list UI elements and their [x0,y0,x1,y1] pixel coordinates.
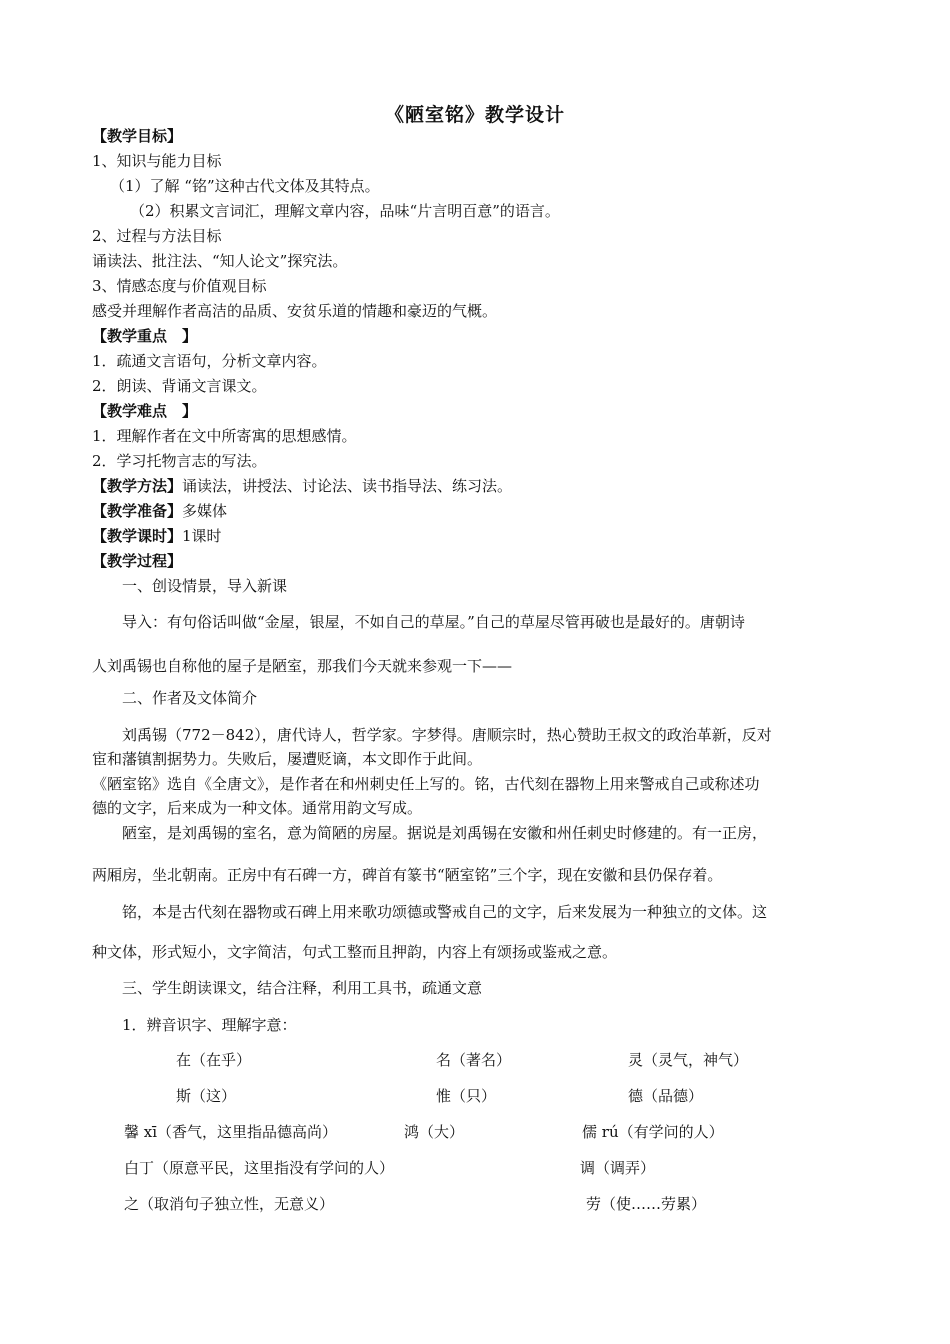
vocab-item: 德（品德） [628,1087,704,1105]
room-paragraph-line-2: 两厢房，坐北朝南。正房中有石碑一方，碑首有篆书“陋室铭”三个字，现在安徽和县仍保存着。 [92,866,723,884]
process-heading: 【教学过程】 [92,552,183,570]
genre-paragraph-line-1: 铭，本是古代刻在器物或石碑上用来歌功颂德或警戒自己的文字，后来发展为一种独立的文体。这 [122,903,768,921]
page-title: 《陋室铭》教学设计 [384,104,565,126]
difficulties-heading: 【教学难点 】 [92,402,198,420]
preparation-line [92,501,227,521]
objective-emotion-text: 感受并理解作者高洁的品质、安贫乐道的情趣和豪迈的气概。 [92,302,498,320]
methods-line [92,476,512,496]
objective-knowledge: 1、知识与能力目标 [92,152,222,170]
vocab-item: 斯（这） [176,1087,237,1105]
vocab-item: 名（著名） [436,1051,512,1069]
hours-heading: 【教学课时】 [92,527,183,545]
key-point-2: 2．朗读、背诵文言课文。 [92,377,267,395]
section-1-title: 一、创设情景，导入新课 [122,577,288,595]
author-paragraph-line-1: 刘禹锡（772－842），唐代诗人，哲学家。字梦得。唐顺宗时，热心赞助王叔文的政治革新，反对 [122,726,772,744]
objective-knowledge-2: （2）积累文言词汇，理解文章内容，品味“片言明百意”的语言。 [130,202,560,220]
vocabulary-subtitle: 1．辨音识字、理解字意： [122,1016,297,1034]
room-paragraph-line-1: 陋室，是刘禹锡的室名，意为简陋的房屋。据说是刘禹锡在安徽和州任刺史时修建的。有一正房， [122,824,768,842]
source-paragraph-line-1: 《陋室铭》选自《全唐文》，是作者在和州刺史任上写的。铭，古代刻在器物上用来警戒自己或称述功 [92,775,760,793]
vocab-item: 调（调弄） [580,1159,656,1177]
section-1-paragraph-line-2: 人刘禹锡也自称他的屋子是陋室，那我们今天就来参观一下—— [92,657,513,675]
vocab-item: 惟（只） [436,1087,497,1105]
preparation-text: 多媒体 [182,502,228,520]
objective-process: 2、过程与方法目标 [92,227,222,245]
source-paragraph-line-2: 德的文字，后来成为一种文体。通常用韵文写成。 [92,799,423,817]
vocab-item: 馨 xī（香气，这里指品德高尚） [124,1123,338,1141]
vocab-item: 儒 rú（有学问的人） [582,1123,724,1141]
section-3-title: 三、学生朗读课文，结合注释，利用工具书，疏通文意 [122,979,483,997]
objective-knowledge-1: （1）了解 “铭”这种古代文体及其特点。 [110,177,380,195]
methods-text: 诵读法，讲授法、讨论法、读书指导法、练习法。 [182,477,513,495]
vocab-item: 在（在乎） [176,1051,252,1069]
vocab-item: 之（取消句子独立性，无意义） [124,1195,335,1213]
genre-paragraph-line-2: 种文体，形式短小，文字简洁，句式工整而且押韵，内容上有颂扬或鉴戒之意。 [92,943,618,961]
preparation-heading: 【教学准备】 [92,502,183,520]
hours-text: 1课时 [182,527,222,545]
vocab-item: 白丁（原意平民，这里指没有学问的人） [124,1159,395,1177]
key-points-heading: 【教学重点 】 [92,327,198,345]
difficulty-2: 2．学习托物言志的写法。 [92,452,267,470]
vocab-item: 劳（使……劳累） [586,1195,707,1213]
key-point-1: 1．疏通文言语句，分析文章内容。 [92,352,327,370]
vocab-item: 灵（灵气，神气） [628,1051,749,1069]
author-paragraph-line-2: 宦和藩镇割据势力。失败后，屡遭贬谪，本文即作于此间。 [92,750,483,768]
methods-heading: 【教学方法】 [92,477,183,495]
section-1-paragraph-line-1: 导入：有句俗话叫做“金屋，银屋，不如自己的草屋。”自己的草屋尽管再破也是最好的。唐朝诗 [122,613,745,631]
objectives-heading: 【教学目标】 [92,127,183,145]
section-2-title: 二、作者及文体简介 [122,689,258,707]
objective-emotion: 3、情感态度与价值观目标 [92,277,267,295]
difficulty-1: 1．理解作者在文中所寄寓的思想感情。 [92,427,357,445]
objective-process-text: 诵读法、批注法、“知人论文”探究法。 [92,252,348,270]
hours-line [92,526,222,546]
vocab-item: 鸿（大） [404,1123,465,1141]
